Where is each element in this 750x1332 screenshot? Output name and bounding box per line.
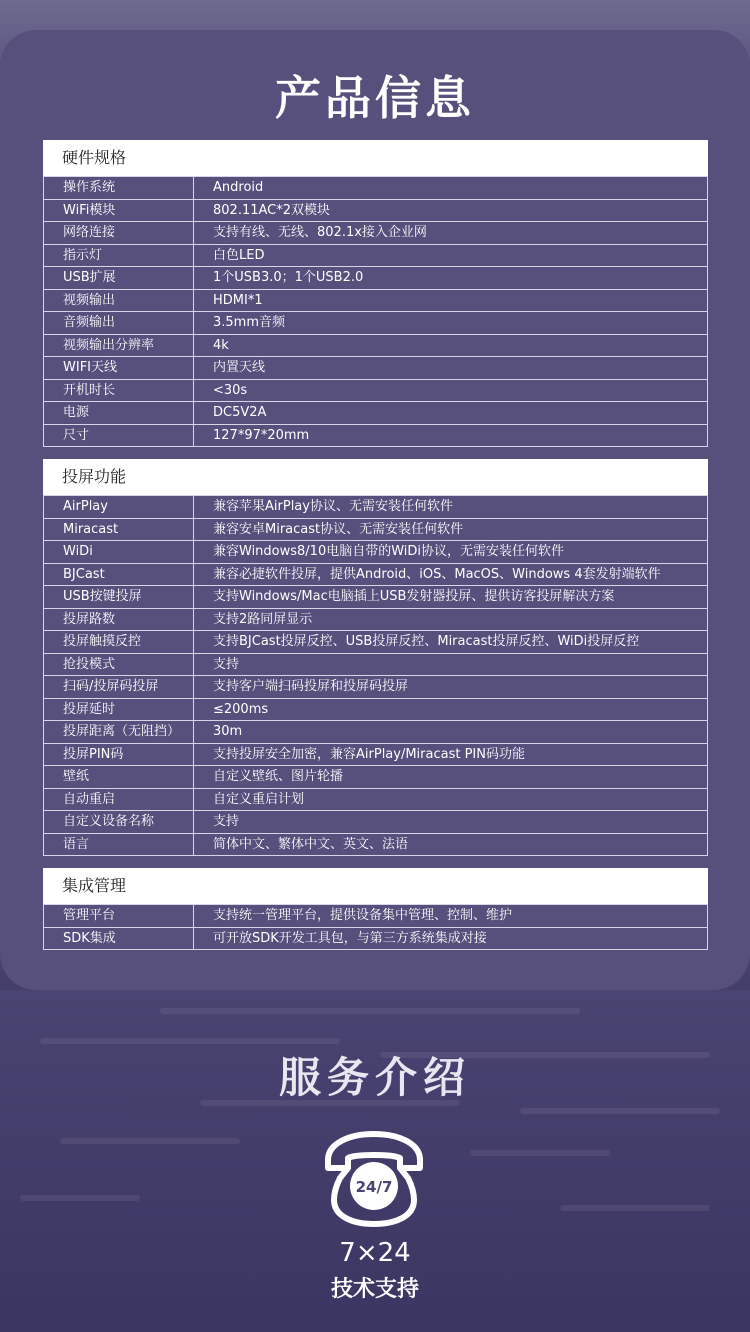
- spec-key: BJCast: [44, 563, 194, 586]
- table-row: [44, 927, 708, 950]
- spec-value: 自定义壁纸、图片轮播: [194, 766, 708, 789]
- table-row: [44, 177, 708, 200]
- page-title: 产品信息: [275, 71, 475, 125]
- spec-key: USB扩展: [44, 267, 194, 290]
- spec-value: Android: [194, 177, 708, 200]
- table-row: [44, 905, 708, 928]
- spec-key: 开机时长: [44, 379, 194, 402]
- spec-key: 投屏触摸反控: [44, 631, 194, 654]
- spec-key: WiFi模块: [44, 199, 194, 222]
- spec-value: 兼容苹果AirPlay协议、无需安装任何软件: [194, 496, 708, 519]
- table-row: [44, 222, 708, 245]
- spec-value: HDMI*1: [194, 289, 708, 312]
- spec-key: 电源: [44, 402, 194, 425]
- spec-value: 兼容安卓Miracast协议、无需安装任何软件: [194, 518, 708, 541]
- spec-key: 指示灯: [44, 244, 194, 267]
- table-row: [44, 698, 708, 721]
- spec-value: 支持: [194, 811, 708, 834]
- spec-value: 支持客户端扫码投屏和投屏码投屏: [194, 676, 708, 699]
- service-hours: 7×24: [339, 1238, 411, 1268]
- spec-value: 兼容Windows8/10电脑自带的WiDi协议，无需安装任何软件: [194, 541, 708, 564]
- spec-value: 白色LED: [194, 244, 708, 267]
- spec-key: 尺寸: [44, 424, 194, 447]
- section-management: [43, 868, 708, 950]
- table-row: [44, 608, 708, 631]
- spec-value: <30s: [194, 379, 708, 402]
- table-row: [44, 334, 708, 357]
- table-row: [44, 676, 708, 699]
- spec-key: 自动重启: [44, 788, 194, 811]
- spec-key: 壁纸: [44, 766, 194, 789]
- table-row: [44, 244, 708, 267]
- service-title: 服务介绍: [278, 1053, 471, 1102]
- spec-table: [43, 495, 708, 856]
- table-row: [44, 312, 708, 335]
- table-row: [44, 379, 708, 402]
- spec-value: 3.5mm音频: [194, 312, 708, 335]
- spec-value: 自定义重启计划: [194, 788, 708, 811]
- phone-24-7-icon: [318, 1124, 430, 1228]
- spec-value: 1个USB3.0；1个USB2.0: [194, 267, 708, 290]
- table-row: [44, 833, 708, 856]
- section-title: 硬件规格: [43, 140, 708, 176]
- spec-value: 支持统一管理平台，提供设备集中管理、控制、维护: [194, 905, 708, 928]
- spec-key: WIFI天线: [44, 357, 194, 380]
- table-row: [44, 586, 708, 609]
- spec-key: 自定义设备名称: [44, 811, 194, 834]
- spec-value: 兼容必捷软件投屏，提供Android、iOS、MacOS、Windows 4套发射端软件: [194, 563, 708, 586]
- spec-value: 支持有线、无线、802.1x接入企业网: [194, 222, 708, 245]
- spec-key: 投屏延时: [44, 698, 194, 721]
- spec-value: 4k: [194, 334, 708, 357]
- table-row: [44, 424, 708, 447]
- spec-key: 视频输出: [44, 289, 194, 312]
- spec-value: 30m: [194, 721, 708, 744]
- table-row: [44, 199, 708, 222]
- spec-value: 可开放SDK开发工具包，与第三方系统集成对接: [194, 927, 708, 950]
- spec-key: 投屏距离（无阻挡）: [44, 721, 194, 744]
- spec-key: 语言: [44, 833, 194, 856]
- section-title: 集成管理: [43, 868, 708, 904]
- spec-table: [43, 904, 708, 950]
- service-support-label: 技术支持: [330, 1277, 419, 1302]
- spec-key: 投屏路数: [44, 608, 194, 631]
- spec-value: ≤200ms: [194, 698, 708, 721]
- spec-key: Miracast: [44, 518, 194, 541]
- spec-key: AirPlay: [44, 496, 194, 519]
- table-row: [44, 743, 708, 766]
- spec-key: 音频输出: [44, 312, 194, 335]
- spec-value: 127*97*20mm: [194, 424, 708, 447]
- spec-value: 内置天线: [194, 357, 708, 380]
- spec-value: 支持投屏安全加密，兼容AirPlay/Miracast PIN码功能: [194, 743, 708, 766]
- table-row: [44, 357, 708, 380]
- icon-text: 24/7: [355, 1178, 393, 1196]
- spec-key: 抢投模式: [44, 653, 194, 676]
- table-row: [44, 518, 708, 541]
- spec-key: USB按键投屏: [44, 586, 194, 609]
- table-row: [44, 563, 708, 586]
- table-row: [44, 402, 708, 425]
- table-row: [44, 267, 708, 290]
- table-row: [44, 631, 708, 654]
- spec-key: 扫码/投屏码投屏: [44, 676, 194, 699]
- spec-key: 视频输出分辨率: [44, 334, 194, 357]
- spec-value: 支持BJCast投屏反控、USB投屏反控、Miracast投屏反控、WiDi投屏反控: [194, 631, 708, 654]
- spec-value: 支持2路同屏显示: [194, 608, 708, 631]
- spec-value: 简体中文、繁体中文、英文、法语: [194, 833, 708, 856]
- table-row: [44, 289, 708, 312]
- table-row: [44, 811, 708, 834]
- spec-table: [43, 176, 708, 447]
- spec-value: DC5V2A: [194, 402, 708, 425]
- spec-key: 网络连接: [44, 222, 194, 245]
- section-casting: [43, 459, 708, 856]
- table-row: [44, 788, 708, 811]
- spec-key: 管理平台: [44, 905, 194, 928]
- spec-key: 投屏PIN码: [44, 743, 194, 766]
- table-row: [44, 541, 708, 564]
- section-title: 投屏功能: [43, 459, 708, 495]
- table-row: [44, 653, 708, 676]
- section-hardware: [43, 140, 708, 447]
- table-row: [44, 766, 708, 789]
- spec-value: 802.11AC*2双模块: [194, 199, 708, 222]
- spec-key: WiDi: [44, 541, 194, 564]
- spec-key: SDK集成: [44, 927, 194, 950]
- table-row: [44, 496, 708, 519]
- table-row: [44, 721, 708, 744]
- spec-value: 支持Windows/Mac电脑插上USB发射器投屏、提供访客投屏解决方案: [194, 586, 708, 609]
- spec-key: 操作系统: [44, 177, 194, 200]
- spec-value: 支持: [194, 653, 708, 676]
